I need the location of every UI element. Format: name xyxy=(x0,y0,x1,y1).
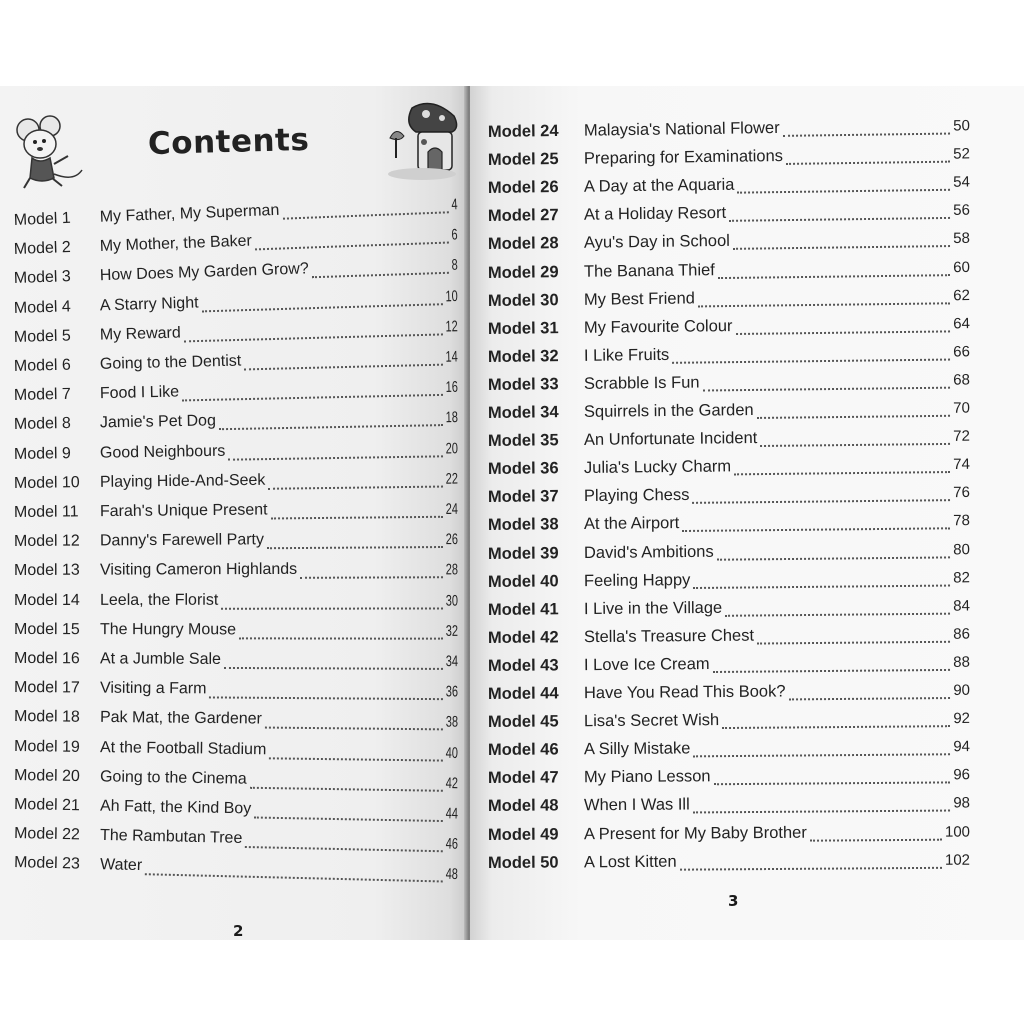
dot-leader xyxy=(693,810,951,814)
toc-entry xyxy=(488,540,970,569)
model-label: Model 12 xyxy=(13,532,80,551)
entry-page-number: 30 xyxy=(445,592,459,610)
entry-title: Malaysia's National Flower xyxy=(583,118,780,140)
entry-title: My Reward xyxy=(99,324,181,344)
entry-title: Good Neighbours xyxy=(99,442,226,462)
entry-title: Going to the Dentist xyxy=(99,352,242,373)
dot-leader xyxy=(269,757,442,761)
entry-title: I Like Fruits xyxy=(583,345,670,365)
entry-title: How Does My Garden Grow? xyxy=(99,260,309,285)
model-label: Model 21 xyxy=(13,796,81,815)
dot-leader xyxy=(228,455,442,460)
toc-entry xyxy=(14,738,458,768)
entry-title: Scrabble Is Fun xyxy=(583,373,700,393)
entry-page-number: 60 xyxy=(953,258,971,276)
model-label: Model 7 xyxy=(13,385,72,405)
dot-leader xyxy=(786,161,950,165)
entry-page-number: 8 xyxy=(451,257,458,275)
entry-title: Leela, the Florist xyxy=(99,591,219,609)
page-number: 3 xyxy=(728,892,739,910)
entry-title: Going to the Cinema xyxy=(99,768,247,788)
model-label: Model 1 xyxy=(13,209,72,229)
toc-entry xyxy=(14,561,458,587)
toc-entry xyxy=(14,408,458,440)
entry-page-number: 46 xyxy=(445,836,459,854)
model-label: Model 8 xyxy=(13,415,72,434)
model-label: Model 42 xyxy=(487,628,559,647)
toc-entry xyxy=(488,511,970,540)
page-number: 2 xyxy=(233,922,244,940)
dot-leader xyxy=(221,607,442,609)
toc-entry xyxy=(488,568,970,597)
dot-leader xyxy=(693,753,950,757)
entry-page-number: 96 xyxy=(953,766,971,784)
toc-entry xyxy=(488,737,970,765)
entry-title: At the Football Stadium xyxy=(99,738,267,758)
entry-page-number: 12 xyxy=(445,318,459,336)
entry-title: Water xyxy=(99,856,143,875)
toc-entry xyxy=(488,822,970,849)
model-label: Model 9 xyxy=(13,444,71,463)
model-label: Model 24 xyxy=(487,122,559,141)
entry-page-number: 34 xyxy=(445,653,459,671)
toc-entry xyxy=(14,854,458,889)
entry-page-number: 78 xyxy=(953,512,971,530)
toc-entry xyxy=(488,399,970,428)
model-label: Model 50 xyxy=(487,853,559,872)
dot-leader xyxy=(682,528,950,533)
entry-title: Lisa's Secret Wish xyxy=(583,711,720,731)
toc-entry xyxy=(14,621,458,646)
model-label: Model 19 xyxy=(13,737,80,756)
dot-leader xyxy=(250,787,443,792)
model-label: Model 16 xyxy=(13,650,80,668)
entry-title: A Starry Night xyxy=(99,294,199,315)
model-label: Model 29 xyxy=(487,262,559,282)
dot-leader xyxy=(734,471,950,475)
dot-leader xyxy=(757,415,951,419)
entry-title: Danny's Farewell Party xyxy=(99,531,265,550)
model-label: Model 18 xyxy=(13,708,80,727)
entry-title: Food I Like xyxy=(99,383,180,403)
entry-title: A Present for My Baby Brother xyxy=(583,823,807,843)
dot-leader xyxy=(717,556,951,560)
toc-entry xyxy=(488,624,970,652)
model-label: Model 10 xyxy=(13,473,80,492)
toc-entry xyxy=(488,201,970,231)
book-spread xyxy=(0,86,1024,940)
model-label: Model 20 xyxy=(13,766,81,785)
dot-leader xyxy=(245,846,442,852)
model-label: Model 2 xyxy=(13,239,72,259)
entry-page-number: 6 xyxy=(451,227,458,245)
model-label: Model 28 xyxy=(487,234,559,254)
dot-leader xyxy=(219,424,443,430)
model-label: Model 15 xyxy=(13,620,80,638)
model-label: Model 37 xyxy=(487,487,559,507)
dot-leader xyxy=(672,358,950,363)
model-label: Model 5 xyxy=(13,327,72,346)
dot-leader xyxy=(239,637,443,639)
entry-title: Squirrels in the Garden xyxy=(583,401,754,421)
toc-entry xyxy=(488,709,970,737)
entry-page-number: 100 xyxy=(944,823,971,841)
dot-leader xyxy=(693,499,951,504)
model-label: Model 11 xyxy=(13,503,79,521)
entry-title: David's Ambitions xyxy=(583,542,714,562)
dot-leader xyxy=(265,727,443,731)
dot-leader xyxy=(722,725,950,729)
entry-page-number: 72 xyxy=(953,427,971,445)
toc-entry xyxy=(488,794,970,822)
toc-entry xyxy=(14,767,458,798)
toc-entry xyxy=(488,596,970,625)
entry-page-number: 22 xyxy=(445,470,459,488)
model-label: Model 48 xyxy=(487,796,559,816)
entry-page-number: 26 xyxy=(445,531,459,549)
entry-page-number: 70 xyxy=(953,399,971,417)
toc-entry xyxy=(14,317,458,353)
dot-leader xyxy=(725,612,950,616)
entry-page-number: 102 xyxy=(944,851,971,869)
toc-entry xyxy=(488,286,970,316)
entry-title: I Live in the Village xyxy=(583,598,723,618)
dot-leader xyxy=(733,245,950,250)
toc-entry xyxy=(488,257,970,287)
dot-leader xyxy=(713,669,951,673)
entry-page-number: 48 xyxy=(445,866,459,884)
entry-page-number: 24 xyxy=(445,501,459,519)
entry-page-number: 20 xyxy=(445,440,459,458)
model-label: Model 39 xyxy=(487,543,559,563)
model-label: Model 6 xyxy=(13,356,72,375)
model-label: Model 40 xyxy=(487,571,559,591)
dot-leader xyxy=(255,242,449,251)
dot-leader xyxy=(718,274,950,279)
dot-leader xyxy=(703,387,951,392)
entry-page-number: 76 xyxy=(953,484,971,502)
dot-leader xyxy=(736,330,951,335)
model-label: Model 30 xyxy=(487,290,559,310)
entry-title: The Rambutan Tree xyxy=(99,827,243,848)
entry-title: Have You Read This Book? xyxy=(583,682,786,703)
model-label: Model 23 xyxy=(13,854,81,873)
toc-list-right xyxy=(470,86,1024,940)
dot-leader xyxy=(244,364,442,371)
dot-leader xyxy=(202,303,443,312)
entry-page-number: 94 xyxy=(953,738,971,756)
entry-title: My Father, My Superman xyxy=(99,201,280,226)
toc-entry xyxy=(488,681,970,709)
model-label: Model 17 xyxy=(13,679,80,697)
entry-page-number: 62 xyxy=(953,286,971,304)
toc-entry xyxy=(14,650,458,676)
toc-entry xyxy=(488,653,970,681)
dot-leader xyxy=(145,874,443,883)
toc-entry xyxy=(488,766,970,794)
entry-page-number: 40 xyxy=(445,744,459,762)
entry-page-number: 18 xyxy=(445,409,459,427)
entry-title: Farah's Unique Present xyxy=(99,501,268,521)
entry-page-number: 66 xyxy=(953,343,971,361)
model-label: Model 13 xyxy=(13,562,80,580)
entry-page-number: 28 xyxy=(445,562,459,580)
dot-leader xyxy=(714,782,951,786)
entry-title: Ayu's Day in School xyxy=(583,232,730,253)
toc-entry xyxy=(488,483,970,512)
toc-entry xyxy=(14,708,458,737)
dot-leader xyxy=(224,667,443,670)
entry-title: At the Airport xyxy=(583,514,680,534)
model-label: Model 4 xyxy=(13,297,72,317)
dot-leader xyxy=(182,394,443,402)
toc-entry xyxy=(14,378,458,411)
entry-page-number: 82 xyxy=(953,568,971,587)
dot-leader xyxy=(300,577,443,580)
model-label: Model 36 xyxy=(487,459,559,479)
toc-entry xyxy=(14,530,458,557)
entry-title: Preparing for Examinations xyxy=(583,147,784,168)
model-label: Model 26 xyxy=(487,178,559,198)
toc-entry xyxy=(488,116,970,147)
toc-entry xyxy=(14,347,458,382)
entry-title: Pak Mat, the Gardener xyxy=(99,709,262,728)
entry-title: The Hungry Mouse xyxy=(99,620,237,639)
entry-page-number: 90 xyxy=(953,681,971,700)
entry-page-number: 50 xyxy=(953,117,971,135)
entry-title: A Day at the Aquaria xyxy=(583,175,735,196)
toc-entry xyxy=(488,850,970,877)
toc-entry xyxy=(488,229,970,259)
entry-page-number: 56 xyxy=(953,201,971,220)
entry-title: My Best Friend xyxy=(583,289,696,309)
entry-title: Playing Chess xyxy=(583,486,690,506)
entry-page-number: 42 xyxy=(445,775,459,793)
toc-entry xyxy=(14,439,458,470)
entry-page-number: 80 xyxy=(953,540,971,558)
dot-leader xyxy=(737,189,950,194)
dot-leader xyxy=(267,546,443,549)
model-label: Model 32 xyxy=(487,346,559,366)
model-label: Model 47 xyxy=(487,768,559,788)
model-label: Model 34 xyxy=(487,403,559,422)
entry-page-number: 92 xyxy=(953,710,971,728)
dot-leader xyxy=(312,272,449,278)
page-title: Contents xyxy=(147,121,310,163)
dot-leader xyxy=(783,133,951,137)
toc-entry xyxy=(488,427,970,456)
toc-entry xyxy=(14,679,458,706)
entry-title: Visiting Cameron Highlands xyxy=(99,561,298,580)
dot-leader xyxy=(283,211,449,219)
model-label: Model 44 xyxy=(487,684,559,703)
entry-page-number: 16 xyxy=(445,379,459,397)
model-label: Model 27 xyxy=(487,206,559,226)
model-label: Model 49 xyxy=(487,824,559,844)
entry-page-number: 44 xyxy=(445,805,459,823)
entry-page-number: 38 xyxy=(445,714,459,732)
toc-entry xyxy=(14,591,458,616)
dot-leader xyxy=(184,333,443,342)
entry-page-number: 86 xyxy=(953,625,971,643)
entry-page-number: 36 xyxy=(445,683,459,701)
entry-page-number: 52 xyxy=(953,145,971,163)
dot-leader xyxy=(698,302,950,307)
dot-leader xyxy=(271,516,443,520)
toc-entry xyxy=(488,173,970,203)
entry-title: Ah Fatt, the Kind Boy xyxy=(99,797,252,818)
entry-title: Stella's Treasure Chest xyxy=(583,626,755,646)
toc-entry xyxy=(488,144,970,175)
entry-page-number: 58 xyxy=(953,230,971,248)
entry-title: Visiting a Farm xyxy=(99,679,207,698)
model-label: Model 31 xyxy=(487,318,559,338)
entry-page-number: 74 xyxy=(953,456,971,474)
dot-leader xyxy=(757,641,950,645)
toc-entry xyxy=(488,314,970,344)
entry-page-number: 10 xyxy=(445,287,458,306)
toc-entry xyxy=(14,469,458,499)
entry-page-number: 14 xyxy=(445,348,459,366)
entry-title: Playing Hide-And-Seek xyxy=(99,471,266,491)
entry-title: My Piano Lesson xyxy=(583,767,711,787)
entry-page-number: 68 xyxy=(953,371,971,389)
model-label: Model 33 xyxy=(487,375,559,394)
toc-entry xyxy=(488,455,970,484)
model-label: Model 25 xyxy=(487,150,559,170)
dot-leader xyxy=(810,838,942,841)
dot-leader xyxy=(209,697,442,701)
left-page xyxy=(0,86,468,940)
dot-leader xyxy=(680,866,942,870)
model-label: Model 22 xyxy=(13,825,81,844)
entry-title: I Love Ice Cream xyxy=(583,654,710,675)
model-label: Model 41 xyxy=(487,600,559,619)
entry-title: At a Jumble Sale xyxy=(99,650,222,668)
model-label: Model 43 xyxy=(487,656,559,675)
model-label: Model 14 xyxy=(13,591,80,609)
entry-page-number: 84 xyxy=(953,597,971,615)
model-label: Model 45 xyxy=(487,712,559,732)
dot-leader xyxy=(789,697,951,700)
entry-title: The Banana Thief xyxy=(583,260,715,281)
entry-page-number: 64 xyxy=(953,314,971,333)
entry-title: An Unfortunate Incident xyxy=(583,429,758,450)
right-page xyxy=(470,86,1024,940)
toc-entry xyxy=(14,500,458,528)
model-label: Model 46 xyxy=(487,740,559,760)
entry-page-number: 98 xyxy=(953,794,971,812)
entry-title: My Favourite Colour xyxy=(583,316,733,337)
entry-page-number: 4 xyxy=(451,196,458,214)
dot-leader xyxy=(254,816,443,822)
model-label: Model 38 xyxy=(487,515,559,535)
dot-leader xyxy=(729,217,950,222)
entry-title: My Mother, the Baker xyxy=(99,232,253,256)
entry-title: Feeling Happy xyxy=(583,570,691,590)
entry-page-number: 54 xyxy=(953,173,971,191)
model-label: Model 35 xyxy=(487,431,559,451)
entry-title: Jamie's Pet Dog xyxy=(99,412,217,432)
entry-title: When I Was Ill xyxy=(583,795,690,815)
dot-leader xyxy=(693,584,950,588)
dot-leader xyxy=(760,443,950,447)
toc-entry xyxy=(14,825,458,859)
entry-title: A Silly Mistake xyxy=(583,739,691,759)
toc-entry xyxy=(14,796,458,828)
entry-page-number: 32 xyxy=(445,623,459,640)
entry-title: A Lost Kitten xyxy=(583,852,677,871)
toc-list-left xyxy=(0,86,468,940)
entry-page-number: 88 xyxy=(953,653,971,671)
model-label: Model 3 xyxy=(13,268,72,288)
toc-entry xyxy=(488,342,970,372)
entry-title: Julia's Lucky Charm xyxy=(583,457,732,478)
entry-title: At a Holiday Resort xyxy=(583,204,727,225)
dot-leader xyxy=(268,485,442,489)
toc-entry xyxy=(488,370,970,400)
